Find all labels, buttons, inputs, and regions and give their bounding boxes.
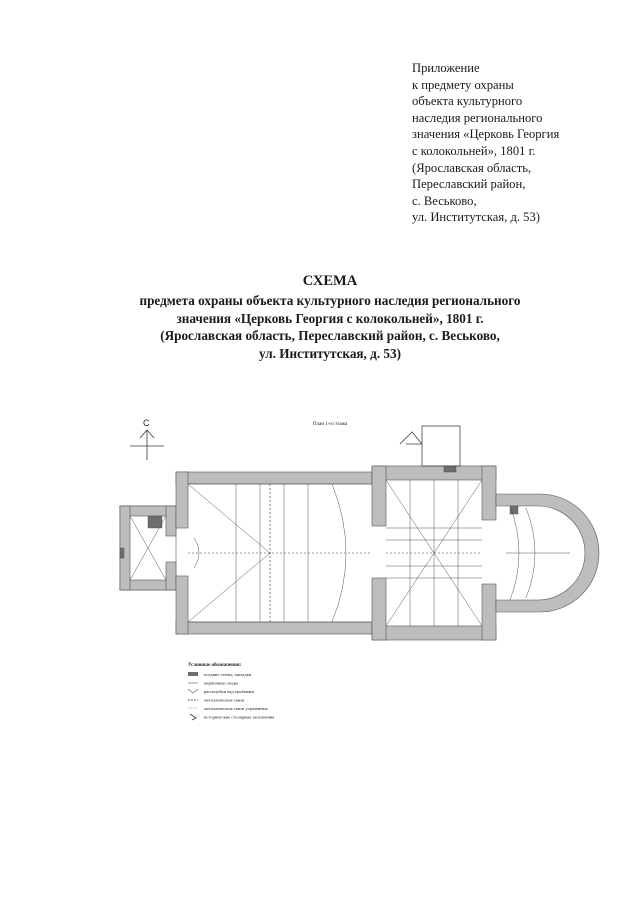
plan-caption: План 1-го этажа <box>313 422 348 427</box>
appendix-line: к предмету охраны <box>412 77 514 92</box>
legend-title: Условные обозначения: <box>188 663 242 668</box>
document-title <box>60 272 600 362</box>
title-heading: СХЕМА <box>302 273 358 289</box>
side-porch <box>400 426 460 466</box>
metal-ties <box>188 484 482 622</box>
appendix-line: с колокольней», 1801 г. <box>412 143 536 158</box>
appendix-line: значения «Церковь Георгия <box>412 127 560 142</box>
appendix-note <box>412 60 632 226</box>
north-arrow-icon <box>130 430 164 460</box>
legend-swatch-late-walls <box>188 672 198 676</box>
legend-item: распалубки над проёмами <box>204 689 254 694</box>
legend-item: металлические связи <box>204 697 245 703</box>
legend-item: кирпичные своды <box>204 680 239 686</box>
appendix-line: с. Веськово, <box>412 193 477 208</box>
appendix-line: (Ярославская область, <box>412 160 532 175</box>
title-line: (Ярославская область, Переславский район, с. Веськово, <box>160 328 500 343</box>
legend-item: исторические столярные заполнения <box>204 714 275 720</box>
appendix-line: ул. Институтская, д. 53) <box>412 210 540 225</box>
appendix-line: Приложение <box>412 61 480 75</box>
appendix-line: Переславский район, <box>412 177 526 192</box>
north-label: С <box>143 418 150 428</box>
legend-item: металлические связи утраченные <box>204 706 268 711</box>
title-line: значения «Церковь Георгия с колокольней», 1801 г. <box>176 310 484 326</box>
legend-item: поздние стены, закладки <box>204 672 252 677</box>
legend-swatch-arches-icon <box>188 689 198 693</box>
title-line: предмета охраны объекта культурного наследия регионального <box>139 293 521 308</box>
appendix-line: наследия регионального <box>412 110 543 125</box>
floor-plan <box>100 408 620 738</box>
legend-swatch-joinery-icon <box>190 714 196 720</box>
appendix-line: объекта культурного <box>412 94 523 109</box>
title-line: ул. Институтская, д. 53) <box>259 345 401 361</box>
